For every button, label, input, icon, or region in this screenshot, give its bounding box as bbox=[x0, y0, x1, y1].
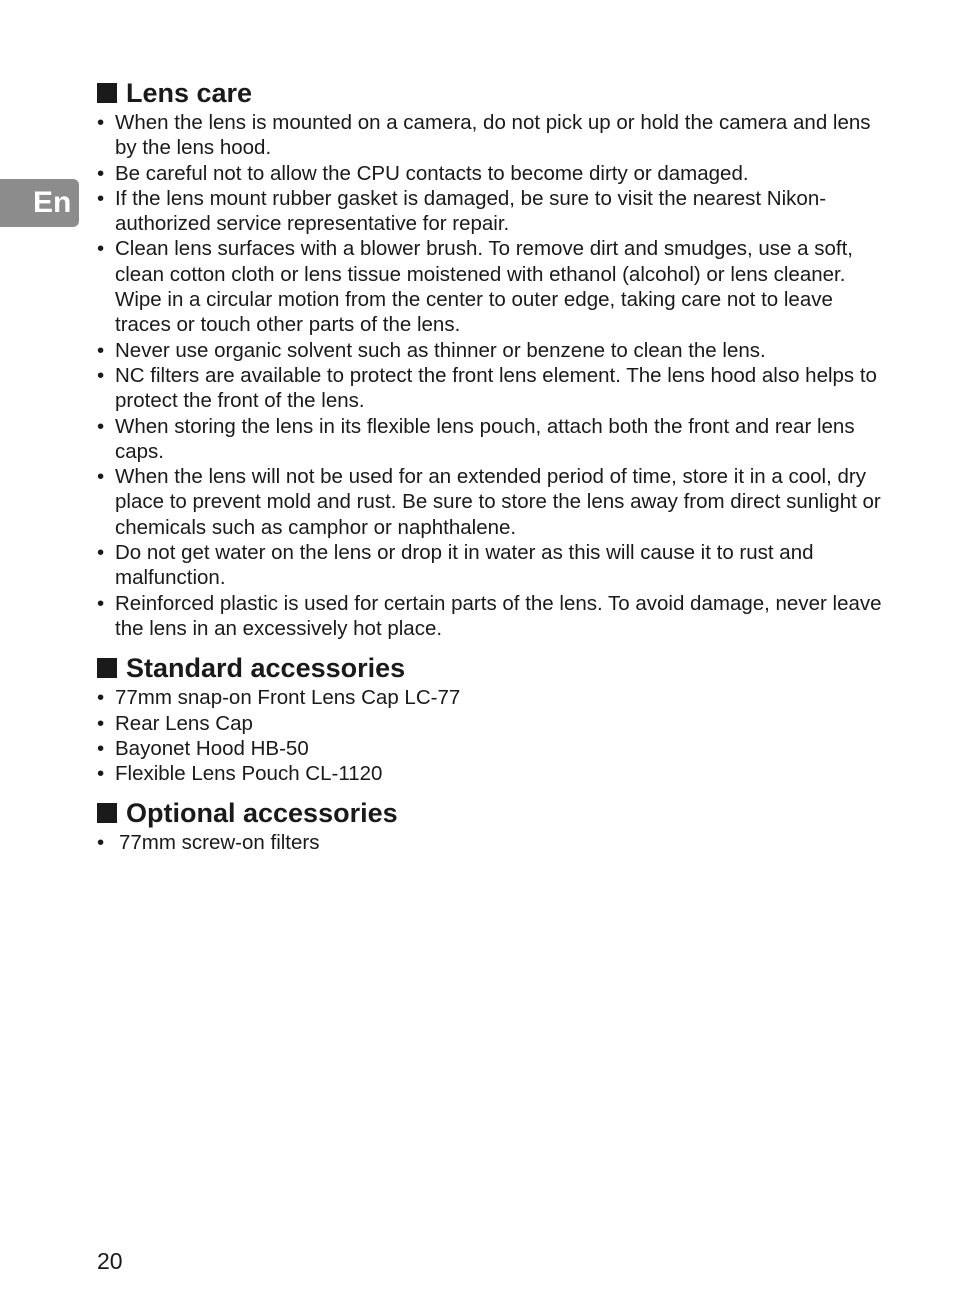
list-item: • When the lens will not be used for an extended period of time, store it in a cool, dry place to prevent mold and rust. Be sure to store the lens away from direct sunlight or chemicals such as camphor or naphthalene. bbox=[97, 465, 881, 539]
standard-accessories-title: Standard accessories bbox=[126, 653, 406, 684]
optional-accessories-list bbox=[97, 830, 882, 855]
page-content bbox=[97, 76, 882, 856]
bullet-icon: • bbox=[97, 711, 105, 735]
bullet-icon: • bbox=[97, 465, 105, 489]
bullet-icon: • bbox=[97, 686, 105, 710]
list-item: • Rear Lens Cap bbox=[97, 711, 253, 735]
standard-accessories-list bbox=[97, 685, 882, 786]
lens-care-list bbox=[97, 110, 882, 641]
list-item: • Never use organic solvent such as thinner or benzene to clean the lens. bbox=[97, 338, 766, 362]
square-bullet-icon bbox=[97, 803, 117, 823]
list-item: • NC filters are available to protect the front lens element. The lens hood also helps to protect the front of the lens. bbox=[97, 363, 877, 413]
bullet-icon: • bbox=[97, 414, 105, 438]
optional-accessories-heading bbox=[97, 796, 882, 830]
bullet-icon: • bbox=[97, 338, 105, 362]
standard-accessories-heading bbox=[97, 651, 882, 685]
bullet-icon: • bbox=[97, 736, 105, 760]
list-item: • Flexible Lens Pouch CL-1120 bbox=[97, 762, 383, 786]
list-item: • Reinforced plastic is used for certain parts of the lens. To avoid damage, never leave the lens in an excessively hot place. bbox=[97, 591, 882, 640]
square-bullet-icon bbox=[97, 83, 117, 103]
list-item: • Bayonet Hood HB-50 bbox=[97, 736, 309, 760]
list-item: • Do not get water on the lens or drop it in water as this will cause it to rust and malfunction. bbox=[97, 541, 814, 590]
bullet-icon: • bbox=[97, 237, 105, 261]
standard-accessories-section bbox=[97, 651, 882, 786]
bullet-icon: • bbox=[97, 831, 105, 855]
list-item: • If the lens mount rubber gasket is damaged, be sure to visit the nearest Nikon-authorized service representative for repair. bbox=[97, 186, 827, 236]
bullet-icon: • bbox=[97, 186, 105, 210]
bullet-icon: • bbox=[97, 111, 105, 134]
bullet-icon: • bbox=[97, 762, 105, 786]
language-tab: En bbox=[0, 179, 79, 227]
lens-care-title: Lens care bbox=[126, 78, 253, 108]
bullet-icon: • bbox=[97, 541, 105, 565]
list-item: • When the lens is mounted on a camera, do not pick up or hold the camera and lens by the lens hood. bbox=[97, 111, 871, 160]
list-item: • 77mm snap-on Front Lens Cap LC-77 bbox=[97, 686, 461, 710]
list-item: • When storing the lens in its flexible lens pouch, attach both the front and rear lens caps. bbox=[97, 414, 855, 463]
lens-care-heading bbox=[97, 76, 882, 110]
bullet-icon: • bbox=[97, 363, 105, 387]
list-item: • Be careful not to allow the CPU contacts to become dirty or damaged. bbox=[97, 161, 749, 185]
optional-accessories-title: Optional accessories bbox=[126, 798, 398, 829]
bullet-icon: • bbox=[97, 161, 105, 185]
lens-care-section bbox=[97, 76, 882, 641]
list-item: • Clean lens surfaces with a blower brush. To remove dirt and smudges, use a soft, clean cotton cloth or lens tissue moistened with ethanol (alcohol) or lens cleaner. Wipe in a circular motion from the center to outer edge, taking care not to leave traces or touch other parts of the lens. bbox=[97, 237, 853, 337]
page-number: 20 bbox=[97, 1248, 123, 1274]
list-item: • 77mm screw-on filters bbox=[97, 831, 320, 855]
bullet-icon: • bbox=[97, 591, 105, 615]
square-bullet-icon bbox=[97, 658, 117, 678]
optional-accessories-section bbox=[97, 796, 882, 855]
